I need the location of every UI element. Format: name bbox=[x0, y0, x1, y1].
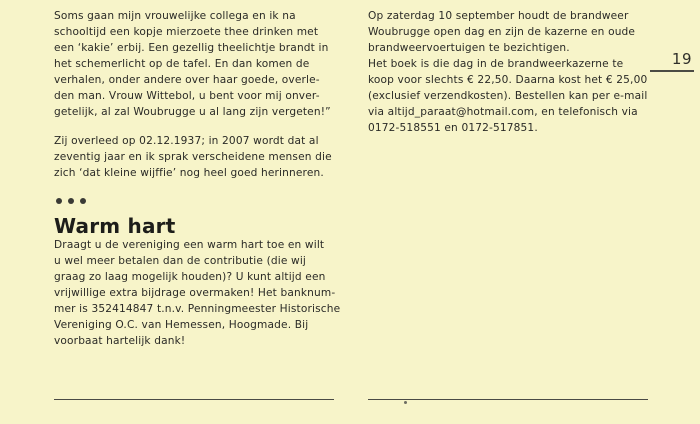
divider-dot-1 bbox=[56, 198, 62, 204]
left-column bbox=[54, 8, 344, 349]
divider-dot-2 bbox=[68, 198, 74, 204]
page-number: 19 bbox=[671, 50, 692, 68]
scan-speck bbox=[404, 401, 407, 404]
divider-dot-3 bbox=[80, 198, 86, 204]
footer-rule-right bbox=[368, 399, 648, 400]
section-divider-dots bbox=[56, 197, 344, 205]
footer-rule-left bbox=[54, 399, 334, 400]
paragraph-warm-hart: Draagt u de vereniging een warm hart toe en wilt u wel meer betalen dan de contributie (die wij graag zo laag mogelijk houden)? U kunt altijd een vrijwillige extra bijdrage overmaken! Het banknum- mer is 352414847 t.n.v. Penningmeester Historische Vereniging O.C. van Hemessen, Hoogmade. Bij voorbaat hartelijk dank! bbox=[54, 239, 341, 347]
paragraph-date-remembrance: Zij overleed op 02.12.1937; in 2007 wordt dat al zeventig jaar en ik sprak verscheidene mensen die zich ‘dat kleine wijffie’ nog heel goed herinneren. bbox=[54, 135, 332, 179]
section-heading-warm-hart: Warm hart bbox=[54, 214, 176, 238]
paragraph-open-day: Op zaterdag 10 september houdt de brandweer Woubrugge open dag en zijn de kazerne en oude brandweervoertuigen te bezichtigen. Het boek is die dag in de brandweerkazerne te koop voor slechts € 22,50. Daarna kost het € 25,00 (exclusief verzendkosten). Bestellen kan per e-mail via altijd_paraat@hotmail.com, en telefonisch via 0172-518551 en 0172-517851. bbox=[368, 10, 648, 134]
right-column bbox=[368, 8, 660, 136]
paragraph-intro-story: Soms gaan mijn vrouwelijke collega en ik na schooltijd een kopje mierzoete thee drinken met een ‘kakie’ erbij. Een gezellig theelichtje brandt in het schemerlicht op de tafel. En dan komen de verhalen, onder andere over haar goede, overle- den man. Vrouw Wittebol, u bent voor mij onver- getelijk, al zal Woubrugge u al lang zijn vergeten!” bbox=[54, 10, 331, 118]
page-number-rule bbox=[650, 70, 694, 72]
